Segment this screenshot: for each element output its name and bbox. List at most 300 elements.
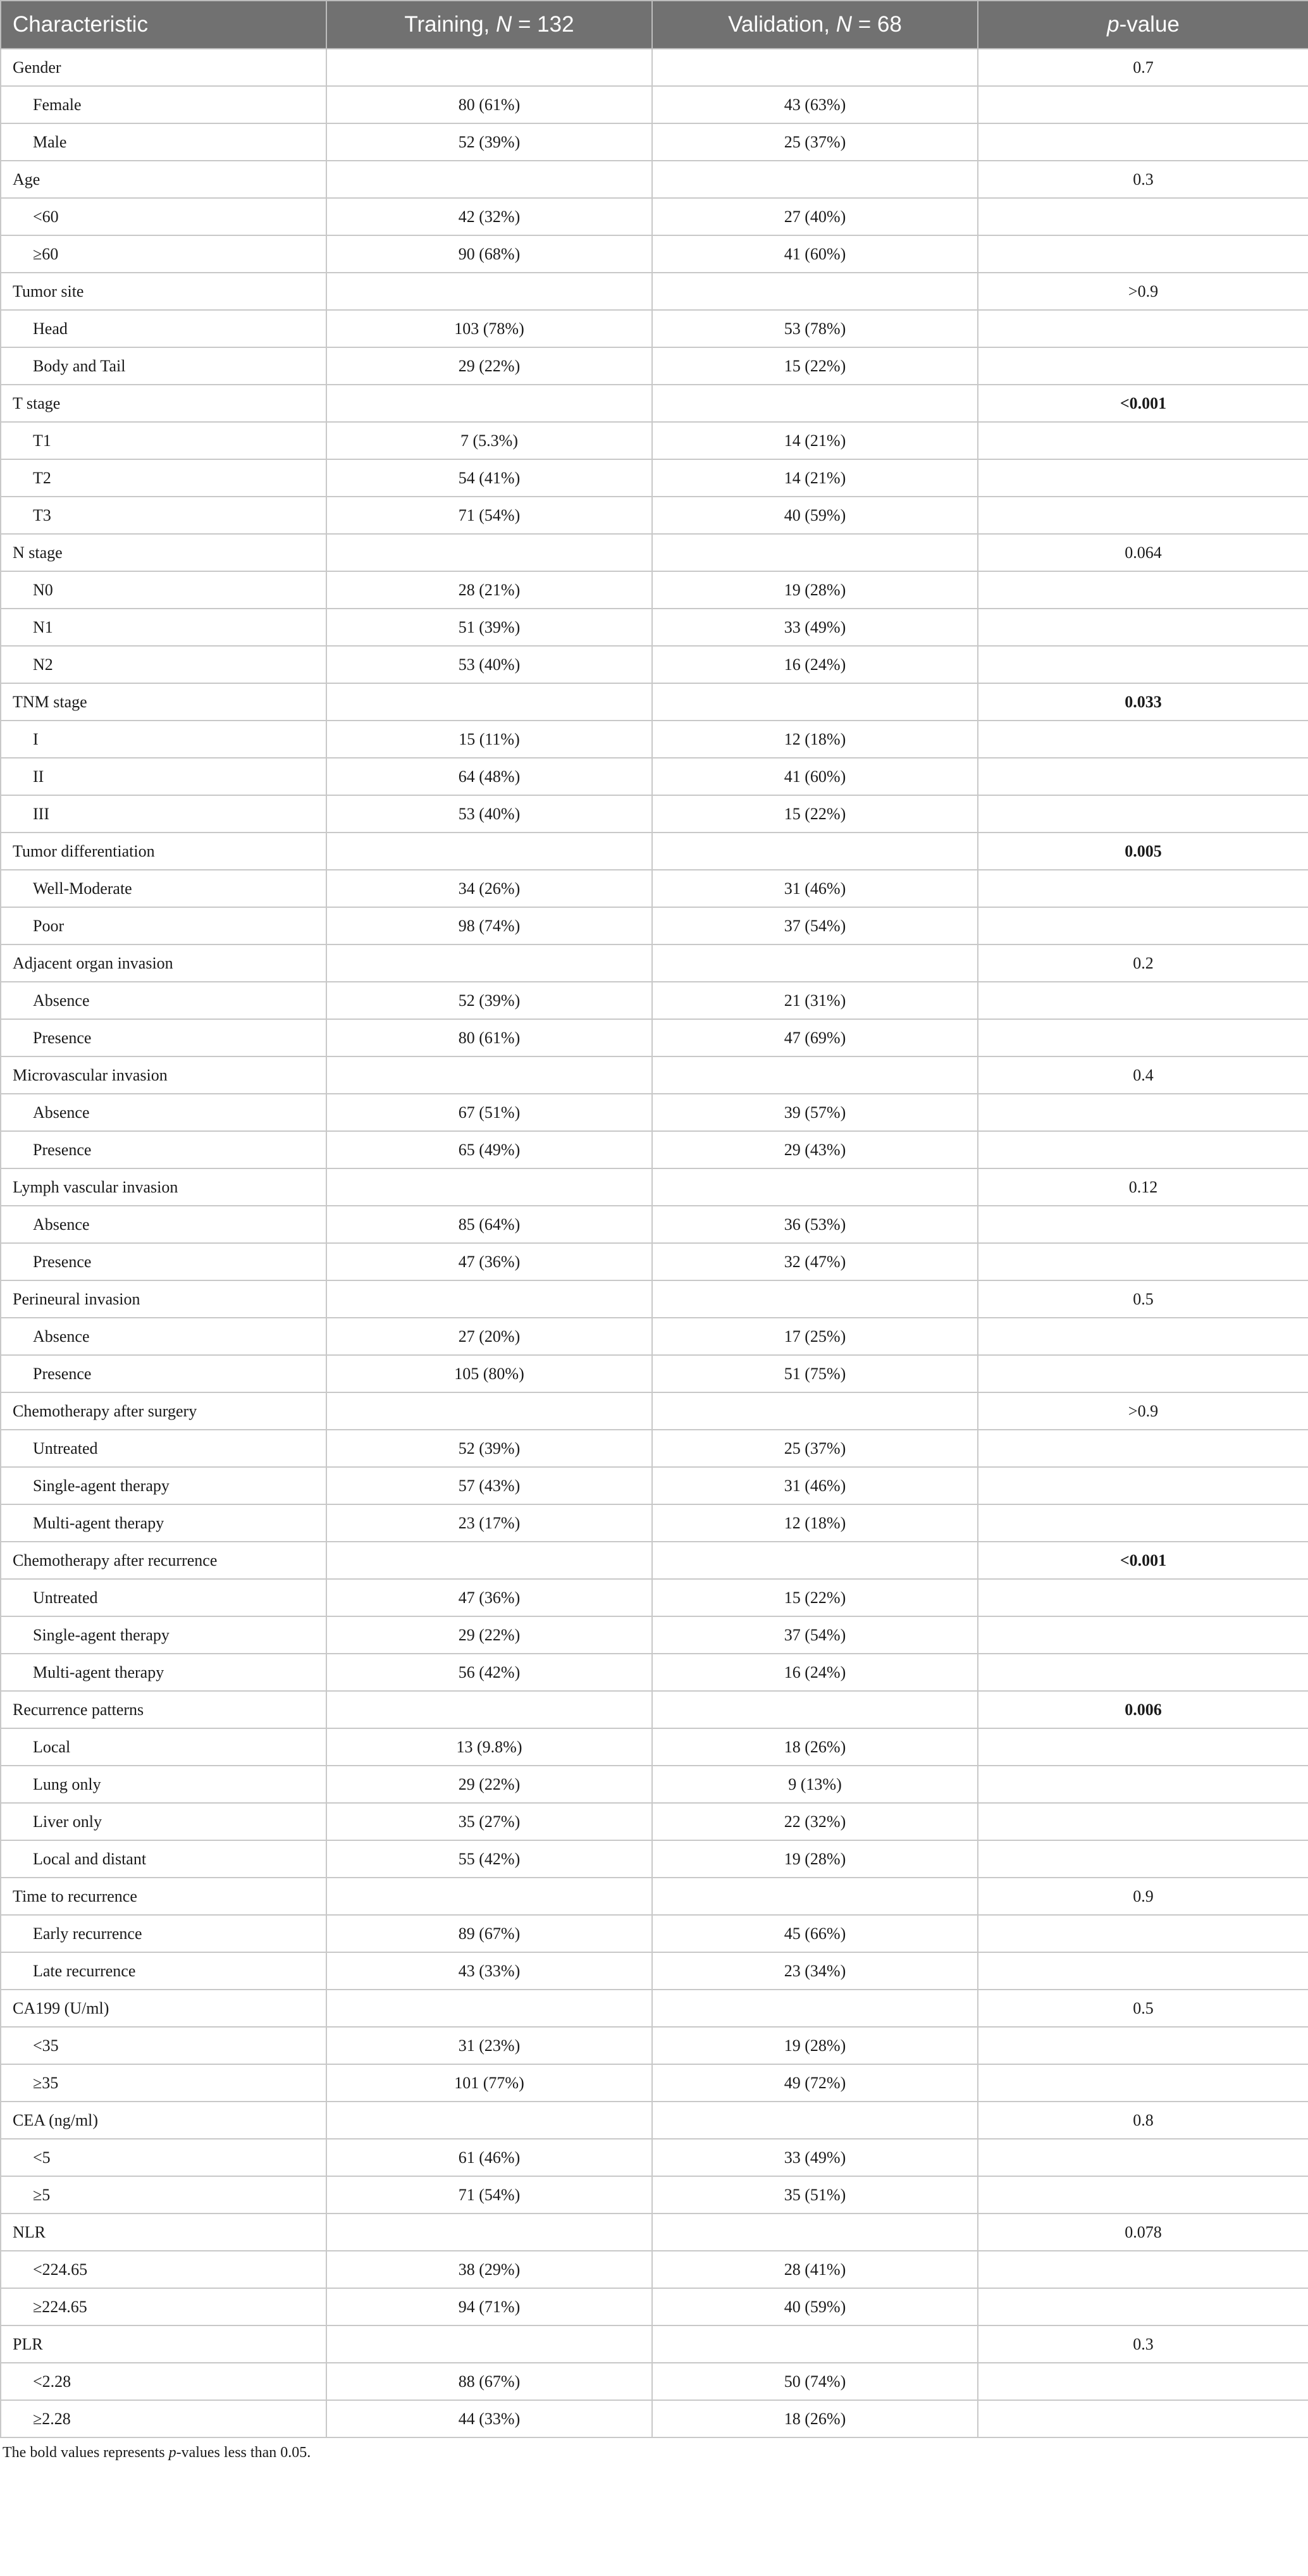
p-value-cell	[978, 235, 1308, 273]
validation-cell: 9 (13%)	[652, 1766, 978, 1803]
p-value-cell: 0.3	[978, 161, 1308, 198]
training-cell: 67 (51%)	[326, 1094, 652, 1131]
table-row-subcategory	[1, 646, 1308, 683]
training-cell: 64 (48%)	[326, 758, 652, 795]
validation-cell	[652, 1542, 978, 1579]
characteristic-cell: Time to recurrence	[1, 1878, 326, 1915]
table-row-subcategory	[1, 1318, 1308, 1355]
characteristic-cell: Lung only	[1, 1766, 326, 1803]
characteristic-cell: Late recurrence	[1, 1952, 326, 1990]
characteristic-cell: ≥5	[1, 2176, 326, 2214]
p-value-cell	[978, 1840, 1308, 1878]
table-row-characteristic	[1, 833, 1308, 870]
training-cell: 52 (39%)	[326, 982, 652, 1019]
p-value-cell: 0.078	[978, 2214, 1308, 2251]
p-value-cell	[978, 1430, 1308, 1467]
validation-cell: 21 (31%)	[652, 982, 978, 1019]
validation-cell: 18 (26%)	[652, 1728, 978, 1766]
characteristic-cell: Chemotherapy after surgery	[1, 1392, 326, 1430]
p-value-cell	[978, 870, 1308, 907]
validation-cell	[652, 534, 978, 571]
header-row	[1, 1, 1308, 49]
training-cell	[326, 161, 652, 198]
characteristic-cell: CEA (ng/ml)	[1, 2102, 326, 2139]
table-row-subcategory	[1, 86, 1308, 123]
table-row-characteristic	[1, 49, 1308, 86]
training-cell	[326, 1878, 652, 1915]
characteristic-cell: TNM stage	[1, 683, 326, 721]
training-cell: 42 (32%)	[326, 198, 652, 235]
characteristic-cell: Local	[1, 1728, 326, 1766]
training-cell	[326, 273, 652, 310]
characteristic-cell: Absence	[1, 1094, 326, 1131]
p-value-cell	[978, 1243, 1308, 1280]
table-row-subcategory	[1, 982, 1308, 1019]
validation-cell: 19 (28%)	[652, 1840, 978, 1878]
training-cell: 80 (61%)	[326, 1019, 652, 1056]
training-cell	[326, 1691, 652, 1728]
table-row-subcategory	[1, 2251, 1308, 2288]
table-row-subcategory	[1, 2139, 1308, 2176]
table-row-characteristic	[1, 944, 1308, 982]
characteristic-cell: Presence	[1, 1131, 326, 1168]
p-value-cell	[978, 1952, 1308, 1990]
training-cell: 98 (74%)	[326, 907, 652, 944]
table-row-subcategory	[1, 1766, 1308, 1803]
p-value-cell	[978, 907, 1308, 944]
characteristic-cell: T1	[1, 422, 326, 459]
header-training: Training, N = 132	[326, 1, 652, 49]
characteristic-cell: PLR	[1, 2325, 326, 2363]
characteristic-cell: ≥224.65	[1, 2288, 326, 2325]
table-row-subcategory	[1, 1803, 1308, 1840]
training-cell	[326, 1280, 652, 1318]
p-value-cell: >0.9	[978, 273, 1308, 310]
characteristic-cell: Well-Moderate	[1, 870, 326, 907]
table-row-subcategory	[1, 609, 1308, 646]
table-row-characteristic	[1, 1280, 1308, 1318]
characteristic-cell: Multi-agent therapy	[1, 1504, 326, 1542]
validation-cell	[652, 833, 978, 870]
characteristic-cell: III	[1, 795, 326, 833]
validation-cell	[652, 1990, 978, 2027]
table-row-subcategory	[1, 721, 1308, 758]
p-value-cell	[978, 459, 1308, 497]
p-value-cell: 0.005	[978, 833, 1308, 870]
validation-cell: 22 (32%)	[652, 1803, 978, 1840]
training-cell: 47 (36%)	[326, 1243, 652, 1280]
training-cell: 55 (42%)	[326, 1840, 652, 1878]
training-cell: 61 (46%)	[326, 2139, 652, 2176]
validation-cell: 32 (47%)	[652, 1243, 978, 1280]
training-cell: 47 (36%)	[326, 1579, 652, 1616]
characteristic-cell: N1	[1, 609, 326, 646]
validation-cell	[652, 1056, 978, 1094]
training-cell: 85 (64%)	[326, 1206, 652, 1243]
p-value-cell	[978, 646, 1308, 683]
training-cell: 56 (42%)	[326, 1654, 652, 1691]
table-row-characteristic	[1, 385, 1308, 422]
training-cell: 15 (11%)	[326, 721, 652, 758]
validation-cell: 14 (21%)	[652, 422, 978, 459]
validation-cell: 50 (74%)	[652, 2363, 978, 2400]
characteristic-cell: I	[1, 721, 326, 758]
header-characteristic: Characteristic	[1, 1, 326, 49]
validation-cell: 25 (37%)	[652, 1430, 978, 1467]
validation-cell	[652, 161, 978, 198]
characteristic-cell: Absence	[1, 1318, 326, 1355]
p-value-cell: 0.3	[978, 2325, 1308, 2363]
p-value-cell: 0.033	[978, 683, 1308, 721]
training-cell: 23 (17%)	[326, 1504, 652, 1542]
training-cell: 80 (61%)	[326, 86, 652, 123]
table-row-subcategory	[1, 907, 1308, 944]
table-row-characteristic	[1, 2102, 1308, 2139]
training-cell: 53 (40%)	[326, 646, 652, 683]
p-value-cell	[978, 422, 1308, 459]
p-value-cell: 0.5	[978, 1280, 1308, 1318]
characteristic-cell: <224.65	[1, 2251, 326, 2288]
validation-cell: 18 (26%)	[652, 2400, 978, 2437]
characteristic-cell: Female	[1, 86, 326, 123]
training-cell: 28 (21%)	[326, 571, 652, 609]
table-row-subcategory	[1, 1430, 1308, 1467]
p-value-cell	[978, 1803, 1308, 1840]
footnote: The bold values represents p-values less than 0.05.	[3, 2444, 311, 2461]
table-row-subcategory	[1, 123, 1308, 161]
table-row-subcategory	[1, 2288, 1308, 2325]
characteristic-cell: Perineural invasion	[1, 1280, 326, 1318]
table-row-subcategory	[1, 235, 1308, 273]
table-row-subcategory	[1, 1915, 1308, 1952]
validation-cell: 39 (57%)	[652, 1094, 978, 1131]
validation-cell: 33 (49%)	[652, 2139, 978, 2176]
table-row-subcategory	[1, 347, 1308, 385]
characteristic-cell: <5	[1, 2139, 326, 2176]
training-cell: 71 (54%)	[326, 497, 652, 534]
training-cell: 90 (68%)	[326, 235, 652, 273]
p-value-cell	[978, 2176, 1308, 2214]
training-cell	[326, 1168, 652, 1206]
validation-cell: 49 (72%)	[652, 2064, 978, 2102]
characteristic-cell: N stage	[1, 534, 326, 571]
table-row-characteristic	[1, 1168, 1308, 1206]
characteristic-cell: Presence	[1, 1355, 326, 1392]
p-value-cell	[978, 2363, 1308, 2400]
validation-cell: 53 (78%)	[652, 310, 978, 347]
table-row-subcategory	[1, 1616, 1308, 1654]
characteristic-cell: Local and distant	[1, 1840, 326, 1878]
training-cell	[326, 2325, 652, 2363]
p-value-cell: 0.006	[978, 1691, 1308, 1728]
p-value-cell	[978, 2251, 1308, 2288]
characteristic-cell: Tumor differentiation	[1, 833, 326, 870]
validation-cell: 51 (75%)	[652, 1355, 978, 1392]
table-row-subcategory	[1, 2363, 1308, 2400]
validation-cell: 19 (28%)	[652, 571, 978, 609]
validation-cell: 36 (53%)	[652, 1206, 978, 1243]
training-cell: 29 (22%)	[326, 1616, 652, 1654]
p-value-cell	[978, 721, 1308, 758]
characteristic-cell: N2	[1, 646, 326, 683]
p-value-cell: 0.12	[978, 1168, 1308, 1206]
validation-cell: 14 (21%)	[652, 459, 978, 497]
training-cell	[326, 534, 652, 571]
training-cell	[326, 944, 652, 982]
table-row-subcategory	[1, 1131, 1308, 1168]
table-row-characteristic	[1, 1990, 1308, 2027]
p-value-cell: 0.9	[978, 1878, 1308, 1915]
training-cell: 105 (80%)	[326, 1355, 652, 1392]
training-cell: 52 (39%)	[326, 1430, 652, 1467]
p-value-cell	[978, 86, 1308, 123]
table-row-subcategory	[1, 1654, 1308, 1691]
characteristic-cell: Multi-agent therapy	[1, 1654, 326, 1691]
validation-cell: 12 (18%)	[652, 1504, 978, 1542]
validation-cell: 16 (24%)	[652, 1654, 978, 1691]
training-cell: 103 (78%)	[326, 310, 652, 347]
table-row-subcategory	[1, 571, 1308, 609]
training-cell	[326, 1056, 652, 1094]
p-value-cell	[978, 1318, 1308, 1355]
characteristic-cell: Presence	[1, 1019, 326, 1056]
validation-cell: 16 (24%)	[652, 646, 978, 683]
training-cell: 52 (39%)	[326, 123, 652, 161]
table-row-subcategory	[1, 758, 1308, 795]
p-value-cell	[978, 2064, 1308, 2102]
characteristic-cell: <2.28	[1, 2363, 326, 2400]
table-row-subcategory	[1, 2176, 1308, 2214]
p-value-cell: 0.2	[978, 944, 1308, 982]
table-row-subcategory	[1, 198, 1308, 235]
p-value-cell	[978, 1094, 1308, 1131]
validation-cell: 28 (41%)	[652, 2251, 978, 2288]
validation-cell	[652, 385, 978, 422]
characteristic-cell: NLR	[1, 2214, 326, 2251]
training-cell: 44 (33%)	[326, 2400, 652, 2437]
characteristic-cell: Single-agent therapy	[1, 1616, 326, 1654]
table-row-subcategory	[1, 1467, 1308, 1504]
table-row-characteristic	[1, 2214, 1308, 2251]
characteristic-cell: Tumor site	[1, 273, 326, 310]
characteristic-cell: N0	[1, 571, 326, 609]
p-value-cell	[978, 1728, 1308, 1766]
validation-cell	[652, 1691, 978, 1728]
validation-cell: 19 (28%)	[652, 2027, 978, 2064]
p-value-cell: 0.064	[978, 534, 1308, 571]
characteristic-cell: Gender	[1, 49, 326, 86]
training-cell: 89 (67%)	[326, 1915, 652, 1952]
table-row-subcategory	[1, 2064, 1308, 2102]
validation-cell: 40 (59%)	[652, 497, 978, 534]
table-row-characteristic	[1, 1056, 1308, 1094]
characteristic-cell: T2	[1, 459, 326, 497]
training-cell: 53 (40%)	[326, 795, 652, 833]
p-value-cell	[978, 1579, 1308, 1616]
training-cell: 71 (54%)	[326, 2176, 652, 2214]
validation-cell: 31 (46%)	[652, 1467, 978, 1504]
characteristic-cell: Absence	[1, 1206, 326, 1243]
training-cell: 34 (26%)	[326, 870, 652, 907]
training-cell: 51 (39%)	[326, 609, 652, 646]
table-row-subcategory	[1, 1355, 1308, 1392]
table-row-characteristic	[1, 683, 1308, 721]
characteristic-cell: Age	[1, 161, 326, 198]
characteristic-cell: Presence	[1, 1243, 326, 1280]
p-value-cell	[978, 758, 1308, 795]
table-row-subcategory	[1, 1206, 1308, 1243]
table-row-subcategory	[1, 1504, 1308, 1542]
characteristic-cell: Single-agent therapy	[1, 1467, 326, 1504]
training-cell: 7 (5.3%)	[326, 422, 652, 459]
header-p-value: p-value	[978, 1, 1308, 49]
table-row-subcategory	[1, 1728, 1308, 1766]
p-value-cell	[978, 1616, 1308, 1654]
characteristic-cell: II	[1, 758, 326, 795]
table-row-characteristic	[1, 2325, 1308, 2363]
training-cell: 31 (23%)	[326, 2027, 652, 2064]
p-value-cell	[978, 2139, 1308, 2176]
validation-cell	[652, 1392, 978, 1430]
training-cell: 27 (20%)	[326, 1318, 652, 1355]
p-value-cell: 0.8	[978, 2102, 1308, 2139]
p-value-cell: <0.001	[978, 385, 1308, 422]
validation-cell: 23 (34%)	[652, 1952, 978, 1990]
p-value-cell	[978, 1766, 1308, 1803]
table-row-characteristic	[1, 1878, 1308, 1915]
characteristic-cell: Absence	[1, 982, 326, 1019]
validation-cell	[652, 273, 978, 310]
characteristic-cell: Liver only	[1, 1803, 326, 1840]
p-value-cell	[978, 609, 1308, 646]
table-row-subcategory	[1, 1243, 1308, 1280]
training-cell: 65 (49%)	[326, 1131, 652, 1168]
validation-cell: 33 (49%)	[652, 609, 978, 646]
p-value-cell	[978, 2288, 1308, 2325]
validation-cell: 41 (60%)	[652, 758, 978, 795]
p-value-cell	[978, 1654, 1308, 1691]
characteristic-cell: Microvascular invasion	[1, 1056, 326, 1094]
validation-cell: 37 (54%)	[652, 907, 978, 944]
p-value-cell	[978, 123, 1308, 161]
p-value-cell: 0.7	[978, 49, 1308, 86]
validation-cell: 40 (59%)	[652, 2288, 978, 2325]
p-value-cell	[978, 1206, 1308, 1243]
validation-cell: 29 (43%)	[652, 1131, 978, 1168]
training-cell	[326, 833, 652, 870]
characteristic-cell: Male	[1, 123, 326, 161]
training-cell	[326, 683, 652, 721]
validation-cell: 47 (69%)	[652, 1019, 978, 1056]
validation-cell: 41 (60%)	[652, 235, 978, 273]
header-validation: Validation, N = 68	[652, 1, 978, 49]
characteristic-cell: ≥35	[1, 2064, 326, 2102]
p-value-cell: <0.001	[978, 1542, 1308, 1579]
characteristic-cell: <35	[1, 2027, 326, 2064]
characteristic-cell: Chemotherapy after recurrence	[1, 1542, 326, 1579]
characteristic-cell: Untreated	[1, 1579, 326, 1616]
table-row-subcategory	[1, 1579, 1308, 1616]
p-value-cell	[978, 1467, 1308, 1504]
validation-cell	[652, 1168, 978, 1206]
table-row-subcategory	[1, 1840, 1308, 1878]
p-value-cell	[978, 2027, 1308, 2064]
training-cell: 29 (22%)	[326, 347, 652, 385]
training-cell: 54 (41%)	[326, 459, 652, 497]
training-cell: 38 (29%)	[326, 2251, 652, 2288]
validation-cell	[652, 1280, 978, 1318]
table-row-characteristic	[1, 534, 1308, 571]
table-row-characteristic	[1, 1392, 1308, 1430]
validation-cell: 25 (37%)	[652, 123, 978, 161]
validation-cell	[652, 1878, 978, 1915]
characteristic-cell: <60	[1, 198, 326, 235]
validation-cell: 35 (51%)	[652, 2176, 978, 2214]
training-cell	[326, 1542, 652, 1579]
validation-cell: 43 (63%)	[652, 86, 978, 123]
table-row-subcategory	[1, 870, 1308, 907]
table-row-subcategory	[1, 459, 1308, 497]
p-value-cell	[978, 1131, 1308, 1168]
validation-cell	[652, 2214, 978, 2251]
characteristic-cell: ≥2.28	[1, 2400, 326, 2437]
validation-cell	[652, 2325, 978, 2363]
characteristic-cell: Lymph vascular invasion	[1, 1168, 326, 1206]
characteristic-cell: Body and Tail	[1, 347, 326, 385]
training-cell: 94 (71%)	[326, 2288, 652, 2325]
p-value-cell	[978, 1355, 1308, 1392]
validation-cell: 15 (22%)	[652, 795, 978, 833]
validation-cell: 15 (22%)	[652, 347, 978, 385]
training-cell: 35 (27%)	[326, 1803, 652, 1840]
p-value-cell	[978, 1504, 1308, 1542]
table-row-subcategory	[1, 795, 1308, 833]
training-cell: 57 (43%)	[326, 1467, 652, 1504]
p-value-cell	[978, 198, 1308, 235]
characteristic-cell: Adjacent organ invasion	[1, 944, 326, 982]
p-value-cell	[978, 571, 1308, 609]
validation-cell: 31 (46%)	[652, 870, 978, 907]
training-cell: 13 (9.8%)	[326, 1728, 652, 1766]
table-row-subcategory	[1, 422, 1308, 459]
p-value-cell: 0.5	[978, 1990, 1308, 2027]
characteristic-cell: CA199 (U/ml)	[1, 1990, 326, 2027]
p-value-cell	[978, 347, 1308, 385]
table-row-subcategory	[1, 2400, 1308, 2437]
validation-cell: 45 (66%)	[652, 1915, 978, 1952]
training-cell	[326, 49, 652, 86]
validation-cell	[652, 49, 978, 86]
table-row-subcategory	[1, 1952, 1308, 1990]
table-row-subcategory	[1, 2027, 1308, 2064]
p-value-cell: 0.4	[978, 1056, 1308, 1094]
table-row-characteristic	[1, 1691, 1308, 1728]
validation-cell: 12 (18%)	[652, 721, 978, 758]
p-value-cell	[978, 497, 1308, 534]
validation-cell	[652, 2102, 978, 2139]
validation-cell	[652, 683, 978, 721]
table-row-subcategory	[1, 497, 1308, 534]
training-cell: 29 (22%)	[326, 1766, 652, 1803]
training-cell: 88 (67%)	[326, 2363, 652, 2400]
training-cell: 101 (77%)	[326, 2064, 652, 2102]
training-cell	[326, 1392, 652, 1430]
training-cell	[326, 2102, 652, 2139]
training-cell	[326, 385, 652, 422]
validation-cell: 27 (40%)	[652, 198, 978, 235]
training-cell: 43 (33%)	[326, 1952, 652, 1990]
p-value-cell	[978, 795, 1308, 833]
